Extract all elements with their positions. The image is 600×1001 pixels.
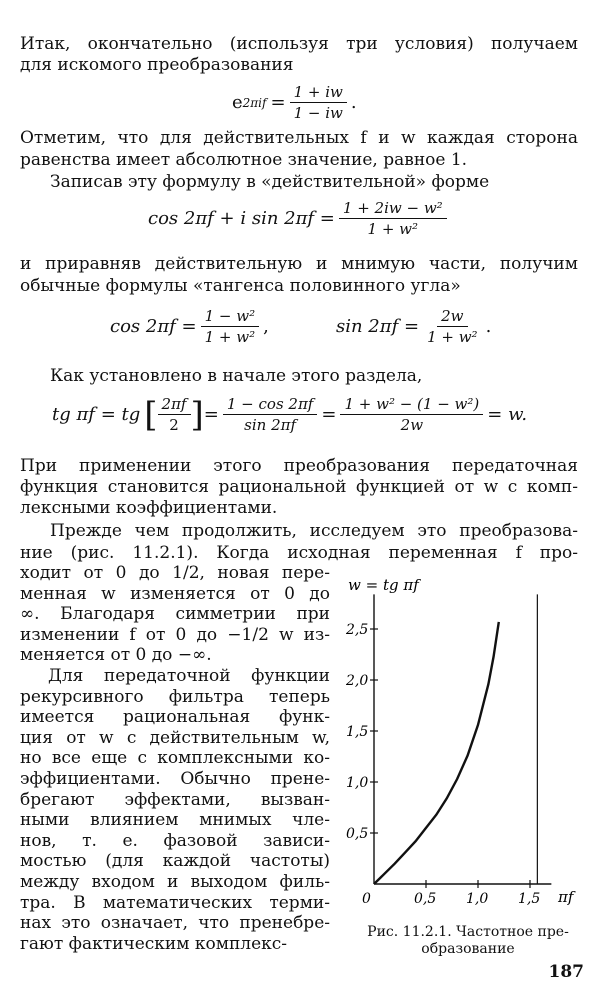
text-line: Итак, окончательно (используя три условия) получаем (20, 34, 578, 54)
denominator: 1 + w² (204, 328, 256, 346)
figure-caption (348, 924, 588, 958)
fraction (290, 82, 347, 123)
column-text-line: Для передаточной функции (48, 665, 330, 686)
numerator: 1 − w² (201, 306, 260, 327)
text-line: обычные формулы «тангенса половинного угла» (20, 276, 461, 296)
denominator: 2w (400, 416, 424, 434)
numerator: 2πf (158, 394, 191, 415)
eq-end: . (485, 316, 492, 337)
column-text-line: между входом и выходом филь- (20, 871, 330, 892)
eq-end: , (263, 316, 269, 337)
column-text-line: брегают эффектами, вызван- (20, 789, 330, 810)
eq-term: sin 2πf = (336, 316, 420, 337)
fraction (339, 198, 447, 239)
column-text-line: изменении f от 0 до −1/2 w из- (20, 624, 330, 645)
numerator: 1 − cos 2πf (223, 394, 318, 415)
bracket-right: ] (190, 394, 204, 435)
column-text-line: мостью (для каждой частоты) (20, 851, 330, 872)
text-line: Записав эту формулу в «действительной» форме (50, 172, 490, 192)
curve-tan (374, 622, 499, 884)
fraction (201, 306, 260, 347)
denominator: 1 + w² (427, 328, 478, 346)
x-tick-label: 0 (362, 891, 371, 907)
numerator: 2w (437, 306, 467, 327)
fraction (423, 306, 482, 347)
frequency-transform-figure (344, 572, 584, 912)
caption-line: Рис. 11.2.1. Частотное пре- (367, 924, 569, 940)
text-line: Отметим, что для действительных f и w каждая сторона (20, 128, 578, 148)
eq-sign: = (270, 92, 286, 113)
column-text-line: тра. В математических терми- (20, 892, 330, 913)
y-tick-label: 2,0 (346, 673, 369, 689)
eq-term: cos 2πf = (110, 316, 197, 337)
column-text-line: менная w изменяется от 0 до (20, 583, 330, 604)
x-axis-label: πf (558, 888, 574, 906)
column-text-line: рекурсивного фильтра теперь (20, 686, 330, 707)
equation-1 (232, 82, 357, 123)
fraction (340, 394, 483, 435)
x-tick-label: 0,5 (414, 891, 437, 907)
numerator: 1 + 2iw − w² (339, 198, 447, 219)
y-tick-label: 1,5 (346, 724, 369, 740)
equation-2 (148, 198, 451, 239)
caption-line: образование (421, 941, 515, 957)
y-tick-label: 2,5 (346, 622, 369, 638)
denominator: 2 (169, 416, 179, 434)
left-column-text (20, 563, 330, 954)
text-line: ние (рис. 11.2.1). Когда исходная переменная f про- (20, 543, 578, 563)
x-tick-label: 1,0 (466, 891, 489, 907)
text-line: При применении этого преобразования передаточная (20, 456, 578, 476)
page-number: 187 (548, 962, 584, 982)
column-text-line: нов, т. е. фазовой зависи- (20, 830, 330, 851)
column-text-line: ∞. Благодаря симметрии при (20, 604, 330, 625)
text-line: равенства имеет абсолютное значение, равное 1. (20, 150, 468, 170)
y-axis-label: w = tg πf (348, 576, 419, 594)
numerator: 1 + w² − (1 − w²) (340, 394, 483, 415)
y-tick-label: 1,0 (346, 775, 369, 791)
fraction (158, 394, 191, 435)
equation-4 (52, 394, 527, 435)
denominator: 1 + w² (367, 220, 419, 238)
column-text-line: ходит от 0 до 1/2, новая пере- (20, 563, 330, 583)
column-text-line: имеется рациональная функ- (20, 707, 330, 728)
equation-3b (336, 306, 491, 347)
eq-sign: = (321, 404, 337, 425)
eq-sup: 2πif (242, 95, 267, 110)
text-line: Как установлено в начале этого раздела, (50, 366, 423, 386)
column-text-line: гают фактическим комплекс- (20, 933, 288, 954)
eq-sign: = (203, 404, 219, 425)
text-line: для искомого преобразования (20, 55, 294, 75)
bracket-left: [ (144, 394, 158, 435)
eq-term: tg πf = tg (52, 404, 141, 425)
column-text-line: эффициентами. Обычно пренe- (20, 768, 330, 789)
eq-end: . (350, 92, 357, 113)
text-line: Прежде чем продолжить, исследуем это преобразова- (50, 521, 578, 541)
equation-3a (110, 306, 269, 347)
fraction (223, 394, 318, 435)
column-text-line: но все еще с комплексными ко- (20, 748, 330, 769)
text-line: лексными коэффициентами. (20, 498, 278, 518)
denominator: 1 − iw (293, 104, 343, 122)
eq-term: e (232, 92, 243, 113)
eq-term: cos 2πf + i sin 2πf = (148, 208, 335, 229)
text-line: функция становится рациональной функцией от w с комп- (20, 477, 578, 497)
x-tick-label: 1,5 (518, 891, 541, 907)
y-tick-label: 0,5 (346, 826, 369, 842)
column-text-line: ными влиянием мнимых чле- (20, 810, 330, 831)
column-text-line: нах это означает, что пренебре- (20, 913, 330, 934)
denominator: sin 2πf (244, 416, 297, 434)
eq-end: = w. (487, 404, 528, 425)
column-text-line: ция от w с действительным w, (20, 727, 330, 748)
text-line: и приравняв действительную и мнимую части, получим (20, 254, 578, 274)
numerator: 1 + iw (290, 82, 347, 103)
column-text-line: меняется от 0 до −∞. (20, 645, 212, 666)
